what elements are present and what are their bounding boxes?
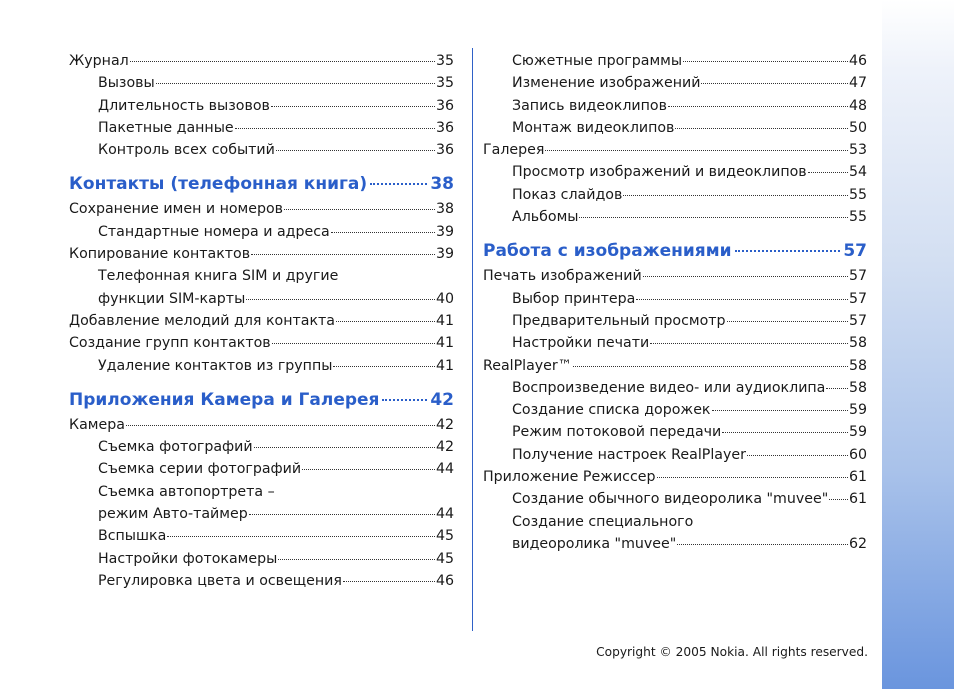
entry-title: Копирование контактов [69, 246, 251, 263]
dot-leader [272, 343, 435, 344]
entry-title: Показ слайдов [512, 186, 623, 203]
dot-leader [675, 128, 848, 129]
page-number: 57 [848, 312, 867, 329]
toc-entry[interactable] [483, 117, 867, 139]
page-number: 59 [848, 402, 867, 419]
toc-entry[interactable] [483, 206, 867, 228]
toc-entry[interactable] [69, 288, 454, 310]
dot-leader [156, 83, 435, 84]
toc-entry[interactable] [483, 533, 867, 555]
page-number: 35 [435, 75, 454, 92]
page-number: 39 [435, 246, 454, 263]
entry-title: Контроль всех событий [98, 142, 275, 159]
dot-leader [382, 399, 427, 401]
page-number: 46 [435, 572, 454, 589]
toc-entry[interactable] [483, 466, 867, 488]
decorative-sidebar [882, 0, 954, 689]
dot-leader [336, 321, 435, 322]
entry-title: Запись видеоклипов [512, 97, 667, 114]
page-number: 41 [435, 357, 454, 374]
toc-entry[interactable] [69, 481, 454, 503]
entry-title: Добавление мелодий для контакта [69, 312, 335, 329]
toc-entry[interactable] [483, 265, 867, 287]
toc-entry[interactable] [69, 570, 454, 592]
entry-title: Изменение изображений [512, 75, 701, 92]
entry-title: Съемка фотографий [98, 439, 253, 456]
toc-entry[interactable] [483, 161, 867, 183]
dot-leader [276, 150, 435, 151]
page-number: 55 [848, 186, 867, 203]
dot-leader [254, 447, 435, 448]
page-number: 48 [848, 97, 867, 114]
page-number: 55 [848, 209, 867, 226]
entry-title: функции SIM-карты [98, 290, 246, 307]
toc-left-column [69, 50, 454, 592]
page-number: 58 [848, 335, 867, 352]
page-number: 38 [435, 201, 454, 218]
dot-leader [826, 388, 848, 389]
dot-leader [808, 172, 848, 173]
toc-entry[interactable] [483, 488, 867, 510]
page-number: 61 [848, 491, 867, 508]
dot-leader [579, 217, 847, 218]
page-number: 45 [435, 528, 454, 545]
dot-leader [657, 477, 848, 478]
page-number: 41 [435, 312, 454, 329]
toc-entry[interactable] [69, 310, 454, 332]
entry-title: RealPlayer™ [483, 357, 572, 374]
page-number: 47 [848, 75, 867, 92]
page-number: 44 [435, 506, 454, 523]
page-number: 58 [848, 357, 867, 374]
toc-entry[interactable] [69, 117, 454, 139]
toc-entry[interactable] [483, 377, 867, 399]
page-number: 46 [848, 53, 867, 69]
toc-entry[interactable] [69, 95, 454, 117]
page-number: 44 [435, 461, 454, 478]
page-number: 57 [843, 241, 867, 262]
toc-entry[interactable] [69, 458, 454, 480]
toc-entry[interactable] [483, 511, 867, 533]
page-number: 54 [848, 164, 867, 181]
entry-title: Съемка серии фотографий [98, 461, 302, 478]
dot-leader [643, 276, 848, 277]
toc-entry[interactable] [483, 355, 867, 377]
toc-section-heading[interactable] [483, 240, 867, 262]
dot-leader [701, 83, 847, 84]
section-title: Приложения Камера и Галерея [69, 389, 380, 410]
entry-title: Настройки печати [512, 335, 650, 352]
dot-leader [130, 61, 435, 62]
entry-title: режим Авто-таймер [98, 506, 248, 523]
page-number: 50 [848, 119, 867, 136]
toc-entry[interactable] [483, 139, 867, 161]
dot-leader [545, 150, 848, 151]
entry-title: Создание групп контактов [69, 335, 271, 352]
toc-entry[interactable] [483, 310, 867, 332]
entry-title: Воспроизведение видео- или аудиоклипа [512, 379, 826, 396]
page-number: 38 [430, 174, 454, 195]
entry-title: Режим потоковой передачи [512, 424, 722, 441]
page-number: 35 [435, 53, 454, 69]
dot-leader [668, 106, 848, 107]
page-number: 59 [848, 424, 867, 441]
entry-title: Журнал [69, 53, 129, 69]
toc-entry[interactable] [69, 50, 454, 72]
page-number: 42 [435, 439, 454, 456]
entry-title: Печать изображений [483, 268, 642, 285]
entry-title: Стандартные номера и адреса [98, 223, 330, 240]
toc-entry[interactable] [483, 184, 867, 206]
toc-entry[interactable] [69, 265, 454, 287]
entry-title: Длительность вызовов [98, 97, 270, 114]
dot-leader [249, 514, 435, 515]
entry-title: Галерея [483, 142, 545, 159]
toc-section-heading[interactable] [69, 389, 454, 411]
dot-leader [650, 343, 848, 344]
dot-leader [829, 499, 848, 500]
toc-entry[interactable] [483, 72, 867, 94]
toc-entry[interactable] [69, 414, 454, 436]
page-number: 41 [435, 335, 454, 352]
entry-title: Сюжетные программы [512, 53, 683, 69]
page-number: 42 [435, 416, 454, 433]
page-number: 40 [435, 290, 454, 307]
entry-title: Пакетные данные [98, 119, 234, 136]
dot-leader [278, 559, 435, 560]
page-number: 36 [435, 142, 454, 159]
dot-leader [271, 106, 435, 107]
entry-title: Камера [69, 416, 125, 433]
dot-leader [235, 128, 435, 129]
dot-leader [126, 425, 435, 426]
entry-title: Вызовы [98, 75, 155, 92]
toc-entry[interactable] [483, 95, 867, 117]
toc-entry[interactable] [483, 50, 867, 72]
entry-title: Монтаж видеоклипов [512, 119, 675, 136]
dot-leader [284, 209, 435, 210]
entry-title: Получение настроек RealPlayer [512, 446, 746, 463]
page-number: 57 [848, 268, 867, 285]
entry-title: Регулировка цвета и освещения [98, 572, 342, 589]
dot-leader [712, 410, 848, 411]
page-number: 57 [848, 290, 867, 307]
page-number: 53 [848, 142, 867, 159]
toc-entry[interactable] [69, 72, 454, 94]
page-number: 61 [848, 469, 867, 486]
entry-title: Телефонная книга SIM и другие [98, 268, 339, 285]
entry-title: Создание обычного видеоролика "muvee" [512, 491, 829, 508]
entry-title: видеоролика "muvee" [512, 535, 677, 552]
dot-leader [683, 61, 848, 62]
copyright-notice: Copyright © 2005 Nokia. All rights reserved. [596, 645, 868, 659]
dot-leader [370, 183, 427, 185]
entry-title: Вспышка [98, 528, 167, 545]
entry-title: Просмотр изображений и видеоклипов [512, 164, 807, 181]
toc-entry[interactable] [69, 198, 454, 220]
page-number: 60 [848, 446, 867, 463]
page-number: 62 [848, 535, 867, 552]
toc-entry[interactable] [69, 525, 454, 547]
entry-title: Сохранение имен и номеров [69, 201, 284, 218]
dot-leader [636, 299, 848, 300]
dot-leader [623, 195, 848, 196]
dot-leader [747, 455, 848, 456]
dot-leader [333, 366, 435, 367]
entry-title: Создание специального [512, 513, 694, 530]
dot-leader [343, 581, 435, 582]
page-number: 58 [848, 379, 867, 396]
dot-leader [167, 536, 435, 537]
toc-section-heading[interactable] [69, 173, 454, 195]
entry-title: Съемка автопортрета – [98, 483, 275, 500]
toc-entry[interactable] [69, 243, 454, 265]
toc-entry[interactable] [69, 221, 454, 243]
toc-entry[interactable] [69, 332, 454, 354]
page-number: 36 [435, 97, 454, 114]
column-divider [472, 48, 473, 631]
toc-entry[interactable] [483, 421, 867, 443]
entry-title: Предварительный просмотр [512, 312, 726, 329]
entry-title: Удаление контактов из группы [98, 357, 333, 374]
dot-leader [727, 321, 848, 322]
entry-title: Приложение Режиссер [483, 469, 656, 486]
entry-title: Создание списка дорожек [512, 402, 711, 419]
toc-entry[interactable] [69, 139, 454, 161]
toc-entry[interactable] [483, 444, 867, 466]
toc-entry[interactable] [69, 436, 454, 458]
toc-entry[interactable] [483, 332, 867, 354]
dot-leader [722, 432, 848, 433]
entry-title: Выбор принтера [512, 290, 636, 307]
toc-entry[interactable] [69, 503, 454, 525]
dot-leader [573, 366, 848, 367]
dot-leader [251, 254, 435, 255]
toc-entry[interactable] [483, 399, 867, 421]
page-number: 42 [430, 389, 454, 410]
section-title: Контакты (телефонная книга) [69, 174, 368, 195]
dot-leader [302, 469, 435, 470]
toc-entry[interactable] [69, 355, 454, 377]
entry-title: Альбомы [512, 209, 579, 226]
dot-leader [735, 250, 841, 252]
dot-leader [246, 299, 435, 300]
page-number: 36 [435, 119, 454, 136]
page-number: 39 [435, 223, 454, 240]
toc-entry[interactable] [69, 548, 454, 570]
section-title: Работа с изображениями [483, 241, 732, 262]
page-number: 45 [435, 550, 454, 567]
entry-title: Настройки фотокамеры [98, 550, 278, 567]
dot-leader [677, 544, 848, 545]
dot-leader [331, 232, 435, 233]
toc-right-column [483, 50, 867, 555]
toc-entry[interactable] [483, 288, 867, 310]
